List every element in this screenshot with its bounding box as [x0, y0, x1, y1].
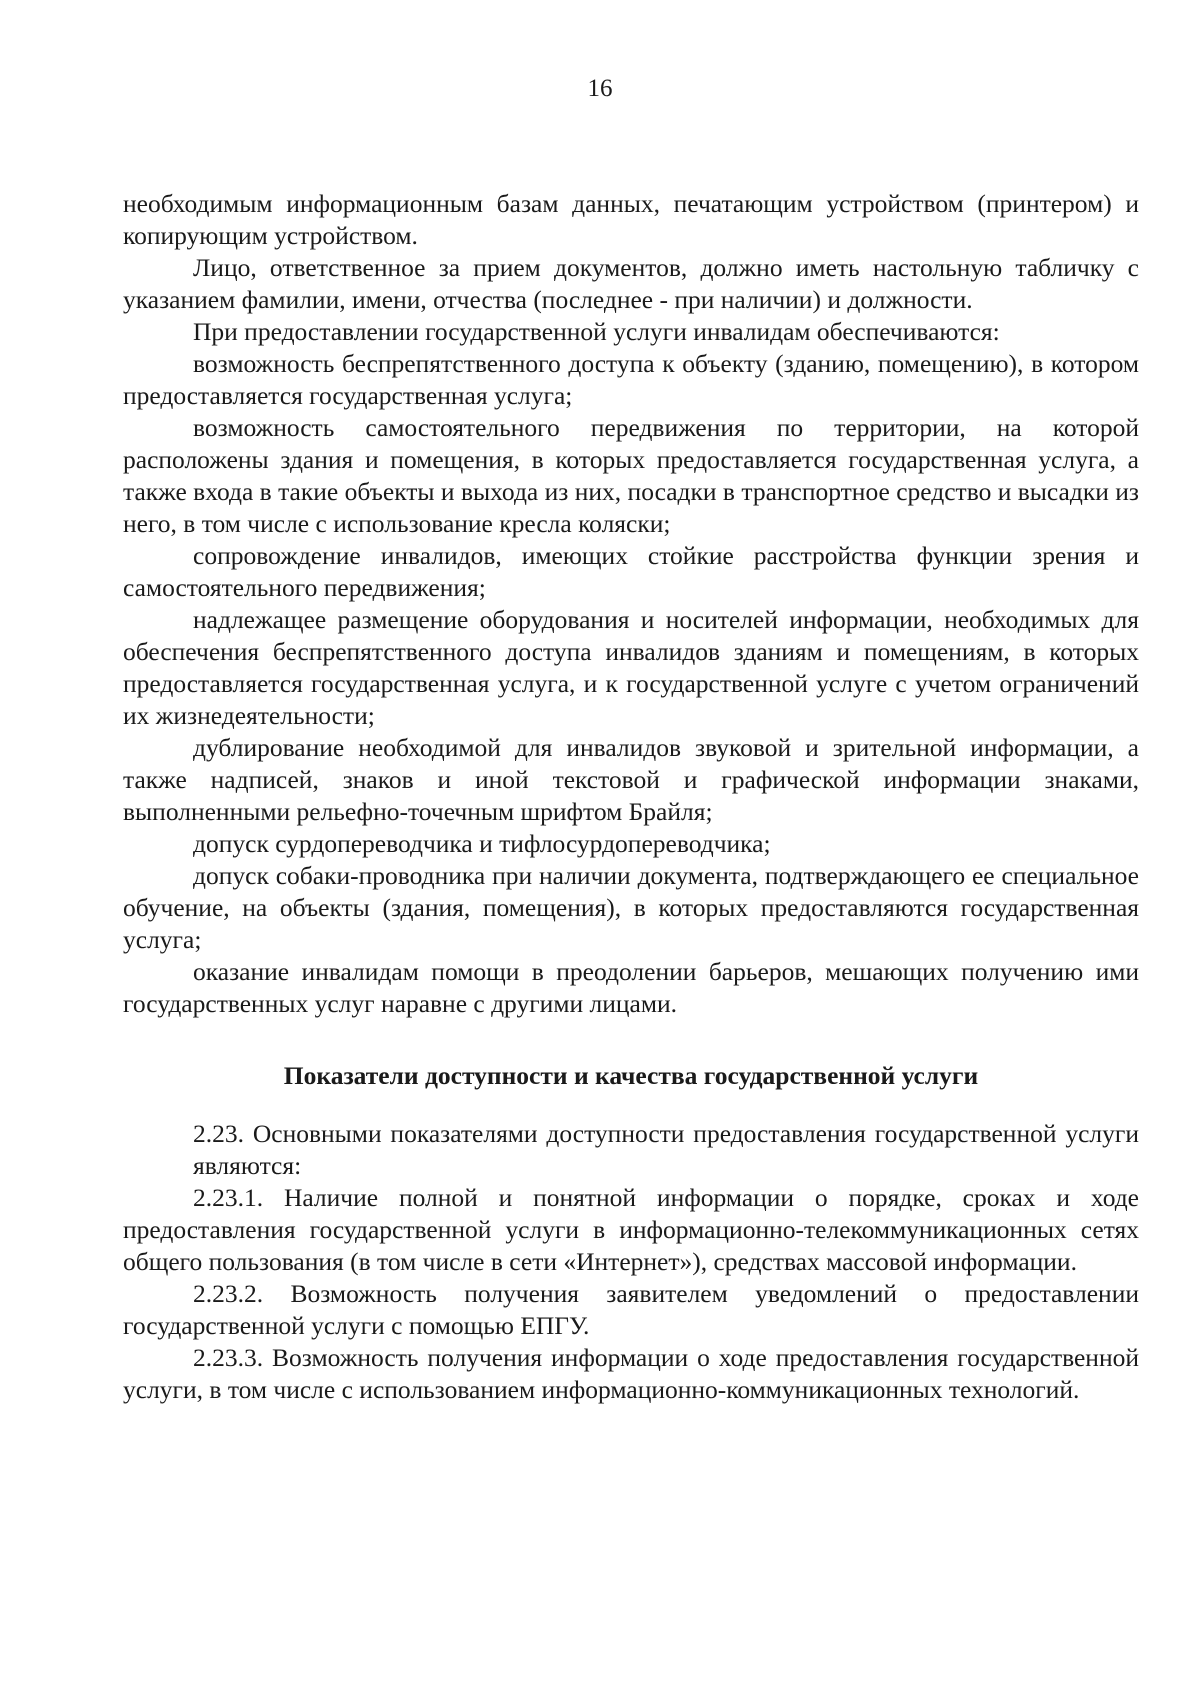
clause-paragraph: 2.23.3. Возможность получения информации о ходе предоставления государственной услуги, в том числе с использованием информационно-коммуникационных технологий.	[123, 1343, 1139, 1404]
paragraph: необходимым информационным базам данных, печатающим устройством (принтером) и копирующим устройством.	[123, 189, 1139, 250]
list-item: возможность беспрепятственного доступа к объекту (зданию, помещению), в котором предоставляется государственная услуга;	[123, 349, 1139, 410]
document-body	[123, 188, 1139, 1406]
clause-paragraph: 2.23.2. Возможность получения заявителем уведомлений о предоставлении государственной услуги с помощью ЕПГУ.	[123, 1279, 1139, 1340]
list-item: допуск собаки-проводника при наличии документа, подтверждающего ее специальное обучение, на объекты (здания, помещения), в которых предоставляются государственная услуга;	[123, 861, 1139, 954]
page-number: 16	[587, 75, 613, 102]
list-item: дублирование необходимой для инвалидов звуковой и зрительной информации, а также надписей, знаков и иной текстовой и графической информации знаками, выполненными рельефно-точечным шрифтом Брайля;	[123, 733, 1139, 826]
list-item: сопровождение инвалидов, имеющих стойкие расстройства функции зрения и самостоятельного передвижения;	[123, 541, 1139, 602]
list-item: допуск сурдопереводчика и тифлосурдопереводчика;	[193, 829, 771, 858]
list-item: оказание инвалидам помощи в преодолении барьеров, мешающих получению ими государственных услуг наравне с другими лицами.	[123, 957, 1139, 1018]
paragraph: Лицо, ответственное за прием документов, должно иметь настольную табличку с указанием фамилии, имени, отчества (последнее - при наличии) и должности.	[123, 253, 1139, 314]
list-item: надлежащее размещение оборудования и носителей информации, необходимых для обеспечения беспрепятственного доступа инвалидов зданиям и помещениям, в которых предоставляется государственная услуга, и к государственной услуге с учетом ограничений их жизнедеятельности;	[123, 605, 1139, 730]
clause-paragraph: 2.23. Основными показателями доступности предоставления государственной услуги являются:	[193, 1119, 1139, 1180]
section-heading: Показатели доступности и качества государственной услуги	[283, 1061, 979, 1090]
paragraph: При предоставлении государственной услуги инвалидам обеспечиваются:	[193, 317, 1000, 346]
list-item: возможность самостоятельного передвижения по территории, на которой расположены здания и помещения, в которых предоставляется государственная услуга, а также входа в такие объекты и выхода из них, посадки в транспортное средство и высадки из него, в том числе с использование кресла коляски;	[123, 413, 1139, 538]
clause-paragraph: 2.23.1. Наличие полной и понятной информации о порядке, сроках и ходе предоставления государственной услуги в информационно-телекоммуникационных сетях общего пользования (в том числе в сети «Интернет»), средствах массовой информации.	[123, 1183, 1139, 1276]
